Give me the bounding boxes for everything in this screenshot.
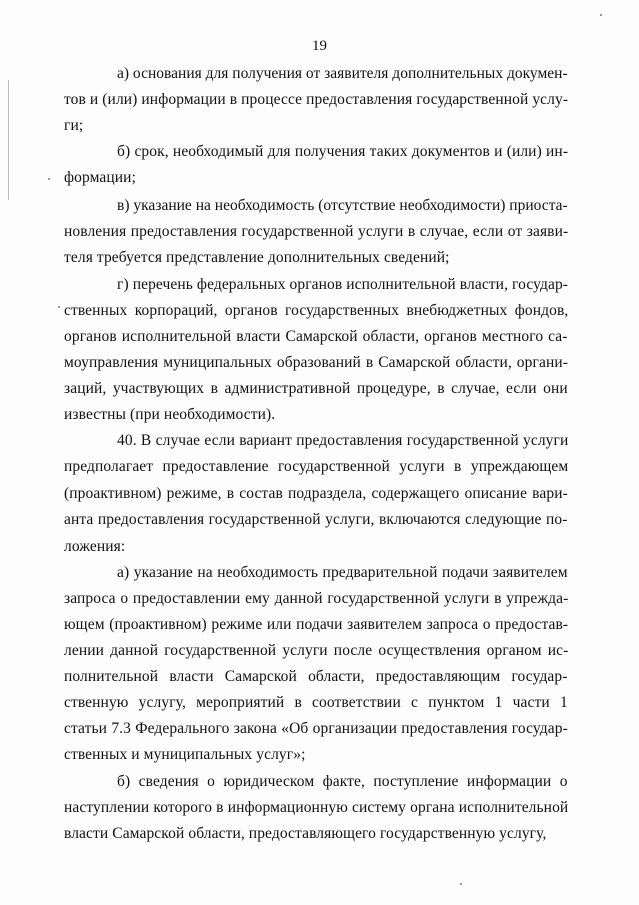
scan-speck	[460, 883, 462, 885]
text-line: новления предоставления государственной услуги в случае, если от заяви-	[64, 223, 569, 240]
text-line: наступлении которого в информационную систему органа исполнительной	[64, 799, 569, 816]
scan-speck	[600, 14, 602, 16]
text-line: анта предоставления государственной услуги, включаются следующие по-	[64, 511, 568, 528]
text-line: ственных корпораций, органов государственных внебюджетных фондов,	[64, 302, 569, 319]
text-line: заций, участвующих в административной процедуре, в случае, если они	[64, 380, 568, 397]
text-line: а) основания для получения от заявителя дополнительных докумен-	[117, 65, 568, 82]
text-line: ложения:	[64, 538, 126, 555]
text-line: моуправления муниципальных образований в Самарской области, органи-	[64, 354, 568, 371]
text-line: статьи 7.3 Федерального закона «Об организации предоставления государ-	[64, 720, 568, 737]
text-line: власти Самарской области, предоставляющего государственную услугу,	[64, 825, 547, 842]
text-line: б) сведения о юридическом факте, поступление информации о	[117, 773, 568, 790]
text-line: г) перечень федеральных органов исполнительной власти, государ-	[117, 276, 569, 293]
text-line: органов исполнительной власти Самарской области, органов местного са-	[64, 328, 568, 345]
text-line: формации;	[64, 169, 136, 186]
text-line: лении данной государственной услуги после осуществления органом ис-	[64, 642, 569, 659]
scan-edge-mark	[8, 80, 9, 200]
text-line: тов и (или) информации в процессе предоставления государственной услу-	[64, 91, 569, 108]
text-line: ственных и муниципальных услуг»;	[64, 746, 306, 763]
text-line: теля требуется представление дополнительных сведений;	[64, 249, 450, 266]
scan-speck	[58, 306, 60, 308]
scan-speck	[48, 178, 50, 180]
text-line: 40. В случае если вариант предоставления государственной услуги	[117, 432, 569, 449]
page-number: 19	[312, 38, 327, 54]
text-line: ги;	[64, 117, 84, 134]
text-line: предполагает предоставление государственной услуги в упреждающем	[64, 458, 569, 475]
text-line: б) срок, необходимый для получения таких документов и (или) ин-	[117, 143, 569, 160]
text-line: ющем (проактивном) режиме или подачи заявителем запроса о предостав-	[64, 616, 569, 633]
text-line: ственную услугу, мероприятий в соответствии с пунктом 1 части 1	[64, 694, 568, 711]
text-line: известны (при необходимости).	[64, 406, 276, 423]
text-line: в) указание на необходимость (отсутствие необходимости) приоста-	[117, 197, 568, 214]
text-line: (проактивном) режиме, в состав подраздела, содержащего описание вари-	[64, 485, 568, 502]
text-line: а) указание на необходимость предварительной подачи заявителем	[117, 564, 568, 581]
text-line: полнительной власти Самарской области, предоставляющим государ-	[64, 668, 568, 685]
text-line: запроса о предоставлении ему данной государственной услуги в упрежда-	[64, 590, 569, 607]
